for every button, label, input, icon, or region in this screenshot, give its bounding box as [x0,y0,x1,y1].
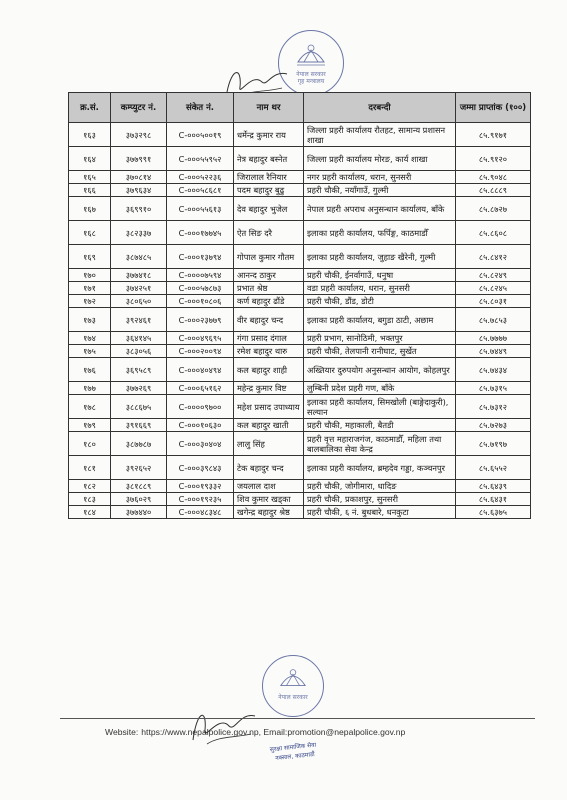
cell-name: गोपाल कुमार गौतम [234,245,304,269]
cell-unit: प्रहरी प्रभाग, सानोठिमी, भक्तपुर [304,332,456,345]
cell-score: ८५.८२४९ [456,269,531,282]
cell-name: टेक बहादुर चन्द [234,456,304,480]
signature-bottom [185,700,260,748]
cell-unit: प्रहरी चौकी, जोगीमारा, धादिङ [304,480,456,493]
cell-computer-no: ३८७४८५ [111,245,167,269]
cell-roll-no: C-०००१७७४५ [167,221,234,245]
merit-list-table [68,92,531,519]
cell-score: ८५.९१७१ [456,123,531,147]
footer-email-link[interactable]: promotion@nepalpolice.gov.np [287,727,406,737]
cell-computer-no: ३९२४६१ [111,308,167,332]
cell-sn: १८२ [69,480,111,493]
cell-computer-no: ३७७४१८ [111,269,167,282]
cell-roll-no: C-०००५२२३६ [167,171,234,184]
cell-sn: १६६ [69,184,111,197]
cell-sn: १८४ [69,506,111,519]
bottom-seal [262,655,324,717]
cell-score: ८५.६३७५ [456,506,531,519]
cell-sn: १७१ [69,282,111,295]
cell-unit: नगर प्रहरी कार्यालय, धरान, सुनसरी [304,171,456,184]
table-header-row [69,93,531,123]
cell-roll-no: C-०००१३७९४ [167,245,234,269]
cell-computer-no: ३८०६५० [111,295,167,308]
cell-roll-no: C-०००२३७७९ [167,308,234,332]
cell-unit: प्रहरी चौकी, प्रकाशपुर, सुनसरी [304,493,456,506]
cell-name: लालु सिंह [234,432,304,456]
table-row [69,221,531,245]
cell-unit: प्रहरी चौकी, महाकाली, बैतडी [304,419,456,432]
cell-computer-no: ३७३२९८ [111,123,167,147]
cell-roll-no: C-०००२००९४ [167,345,234,358]
cell-roll-no: C-०००१९३३२ [167,480,234,493]
header-unit: दरबन्दी [304,93,456,123]
cell-unit: वडा प्रहरी कार्यालय, धरान, सुनसरी [304,282,456,295]
cell-sn: १८० [69,432,111,456]
cell-computer-no: ३७६०२९ [111,493,167,506]
header-score: जम्मा प्राप्तांक (१००) [456,93,531,123]
table-row [69,269,531,282]
cell-sn: १६८ [69,221,111,245]
cell-roll-no: C-०००५५९५२ [167,147,234,171]
cell-sn: १७५ [69,345,111,358]
emblem-icon-bottom [277,665,309,693]
cell-roll-no: C-०००१९२३५ [167,493,234,506]
table-row [69,245,531,269]
cell-roll-no: C-०००५७८७३ [167,282,234,295]
cell-unit: प्रहरी वृत्त महाराजगंज, काठमाडौँ, महिला तथा बालबालिका सेवा केन्द्र [304,432,456,456]
cell-name: देव बहादुर भुजेल [234,197,304,221]
table-row [69,184,531,197]
header-roll-no: संकेत नं. [167,93,234,123]
cell-score: ८५.७४४९ [456,345,531,358]
cell-score: ८५.७२७३ [456,419,531,432]
cell-computer-no: ३६४१४५ [111,332,167,345]
cell-sn: १६७ [69,197,111,221]
cell-computer-no: ३७७९९१ [111,147,167,171]
cell-sn: १८३ [69,493,111,506]
cell-unit: प्रहरी चौकी, तेलपानी रानीघाट, सुर्खेत [304,345,456,358]
seal-bottom-line-5: नक्साल, काठमाडौं [274,750,316,763]
cell-name: वीर बहादुर चन्द [234,308,304,332]
table-row [69,432,531,456]
cell-computer-no: ३७७४४० [111,506,167,519]
cell-score: ८५.६५५२ [456,456,531,480]
cell-score: ८५.७१९७ [456,432,531,456]
cell-sn: १८१ [69,456,111,480]
cell-score: ८५.७३१५ [456,382,531,395]
header-name: नाम थर [234,93,304,123]
cell-roll-no: C-०००५५६१३ [167,197,234,221]
table-row [69,480,531,493]
table-row [69,308,531,332]
cell-score: ८५.९०४८ [456,171,531,184]
cell-sn: १७२ [69,295,111,308]
cell-score: ८५.८८८९ [456,184,531,197]
cell-name: जिरालाल रैनियार [234,171,304,184]
cell-computer-no: ३९२६५२ [111,456,167,480]
cell-unit: इलाका प्रहरी कार्यालय, ब्रम्हदेव गड्डा, कञ्चनपुर [304,456,456,480]
cell-roll-no: C-०००४०४९४ [167,358,234,382]
cell-score: ८५.८६०८ [456,221,531,245]
table-row [69,395,531,419]
header-sn: क्र.सं. [69,93,111,123]
cell-computer-no: ३७९६३४ [111,184,167,197]
cell-sn: १७७ [69,382,111,395]
cell-sn: १७६ [69,358,111,382]
cell-unit: प्रहरी चौकी, नयाँगाउँ, गुल्मी [304,184,456,197]
cell-computer-no: ३६९५८९ [111,358,167,382]
cell-roll-no: C-०००४८३४८ [167,506,234,519]
cell-computer-no: ३८१८८९ [111,480,167,493]
table-row [69,493,531,506]
cell-name: प्रभात श्रेष्ठ [234,282,304,295]
table-row [69,332,531,345]
table-row [69,282,531,295]
cell-computer-no: ३७४२५१ [111,282,167,295]
cell-computer-no: ३८३०५६ [111,345,167,358]
cell-name: पदम बहादुर बुढु [234,184,304,197]
cell-unit: प्रहरी चौकी, ६ नं. बुधबारे, धनकुटा [304,506,456,519]
cell-name: शिव कुमार खड्का [234,493,304,506]
header-computer-no: कम्प्युटर नं. [111,93,167,123]
table-row [69,506,531,519]
seal-line-2: गृह मन्त्रालय [297,78,325,85]
cell-name: महेन्द्र कुमार विष्ट [234,382,304,395]
cell-score: ८५.६४३१ [456,493,531,506]
cell-unit: लुम्बिनी प्रदेश प्रहरी गण, बाँके [304,382,456,395]
cell-name: कर्ण बहादुर ढौंडे [234,295,304,308]
cell-name: ऐत सिङ दरै [234,221,304,245]
cell-sn: १७९ [69,419,111,432]
table-row [69,456,531,480]
cell-computer-no: ३७७२६९ [111,382,167,395]
table-row [69,382,531,395]
cell-roll-no: C-०००१०८०६ [167,295,234,308]
footer-email-label: Email: [263,727,288,737]
cell-sn: १७८ [69,395,111,419]
cell-sn: १७४ [69,332,111,345]
cell-score: ८५.८७२७ [456,197,531,221]
table-row [69,171,531,184]
cell-name: नेत्र बहादुर बस्नेत [234,147,304,171]
cell-score: ८५.८०३१ [456,295,531,308]
cell-computer-no: ३७०८१४ [111,171,167,184]
footer-rule [60,718,535,719]
table-row [69,419,531,432]
cell-sn: १६३ [69,123,111,147]
cell-roll-no: C-००००९७०० [167,395,234,419]
cell-sn: १६४ [69,147,111,171]
cell-computer-no: ३८७७८७ [111,432,167,456]
seal-line-1: नेपाल सरकार [296,71,326,78]
cell-name: धर्मेन्द्र कुमार राय [234,123,304,147]
cell-name: कल बहादुर खाती [234,419,304,432]
cell-score: ८५.९१२० [456,147,531,171]
cell-score: ८५.७८५३ [456,308,531,332]
cell-roll-no: C-०००५८६८१ [167,184,234,197]
cell-unit: प्रहरी चौकी, डौंड, डोटी [304,295,456,308]
cell-sn: १७० [69,269,111,282]
cell-unit: प्रहरी चौकी, ईनर्वागाउँ, धनुषा [304,269,456,282]
cell-unit: अख्तियार दुरुपयोग अनुसन्धान आयोग, कोहलपुर [304,358,456,382]
emblem-icon [294,40,328,70]
cell-roll-no: C-०००६५१६२ [167,382,234,395]
cell-roll-no: C-०००४९६९५ [167,332,234,345]
footer-website-link[interactable]: https://www.nepalpolice.gov.np [141,727,259,737]
cell-roll-no: C-०००१०६३० [167,419,234,432]
cell-computer-no: ३८८६७५ [111,395,167,419]
cell-unit: जिल्ला प्रहरी कार्यालय मोरङ, कार्य शाखा [304,147,456,171]
cell-score: ८५.६४३९ [456,480,531,493]
table-row [69,147,531,171]
cell-unit: नेपाल प्रहरी अपराध अनुसन्धान कार्यालय, बाँके [304,197,456,221]
cell-unit: इलाका प्रहरी कार्यालय, जुहाङ खैरेनी, गुल्मी [304,245,456,269]
cell-computer-no: ३६९९१० [111,197,167,221]
cell-roll-no: C-०००३९८४३ [167,456,234,480]
table-row [69,197,531,221]
cell-score: ८५.८२४५ [456,282,531,295]
cell-score: ८५.७३१२ [456,395,531,419]
cell-name: गंगा प्रसाद दंगाल [234,332,304,345]
table-row [69,345,531,358]
cell-score: ८५.७४३४ [456,358,531,382]
cell-unit: इलाका प्रहरी कार्यालय, सिमखोली (बाङ्गेदाकुरी), सल्यान [304,395,456,419]
footer-website-label: Website: [105,727,139,737]
cell-score: ८५.७७७७ [456,332,531,345]
cell-name: रमेश बहादुर थारु [234,345,304,358]
seal-bottom-line-1: नेपाल सरकार [278,694,308,701]
seal-bottom-line-4: सुरक्षा सामाजिक सेवा [269,741,317,754]
cell-sn: १६९ [69,245,111,269]
cell-roll-no: C-०००३०४०४ [167,432,234,456]
table-body [69,123,531,519]
cell-name: जयलाल दाश [234,480,304,493]
cell-roll-no: C-०००५००१९ [167,123,234,147]
footer: Website: https://www.nepalpolice.gov.np, Email:promotion@nepalpolice.gov.np [105,727,406,737]
cell-roll-no: C-००००७५९४ [167,269,234,282]
cell-computer-no: ३८२३३७ [111,221,167,245]
cell-unit: इलाका प्रहरी कार्यालय, बगुडा ठाटी, अछाम [304,308,456,332]
cell-name: खगेन्द्र बहादुर श्रेष्ठ [234,506,304,519]
cell-name: आनन्द ठाकुर [234,269,304,282]
table-row [69,358,531,382]
cell-name: महेश प्रसाद उपाध्याय [234,395,304,419]
cell-computer-no: ३९१६६९ [111,419,167,432]
cell-score: ८५.८४१२ [456,245,531,269]
cell-sn: १६५ [69,171,111,184]
table-row [69,123,531,147]
cell-sn: १७३ [69,308,111,332]
table-row [69,295,531,308]
cell-unit: जिल्ला प्रहरी कार्यालय रौतहट, सामान्य प्रशासन शाखा [304,123,456,147]
cell-name: कल बहादुर शाही [234,358,304,382]
cell-unit: इलाका प्रहरी कार्यालय, फर्पिङ्ग, काठमाडौँ [304,221,456,245]
